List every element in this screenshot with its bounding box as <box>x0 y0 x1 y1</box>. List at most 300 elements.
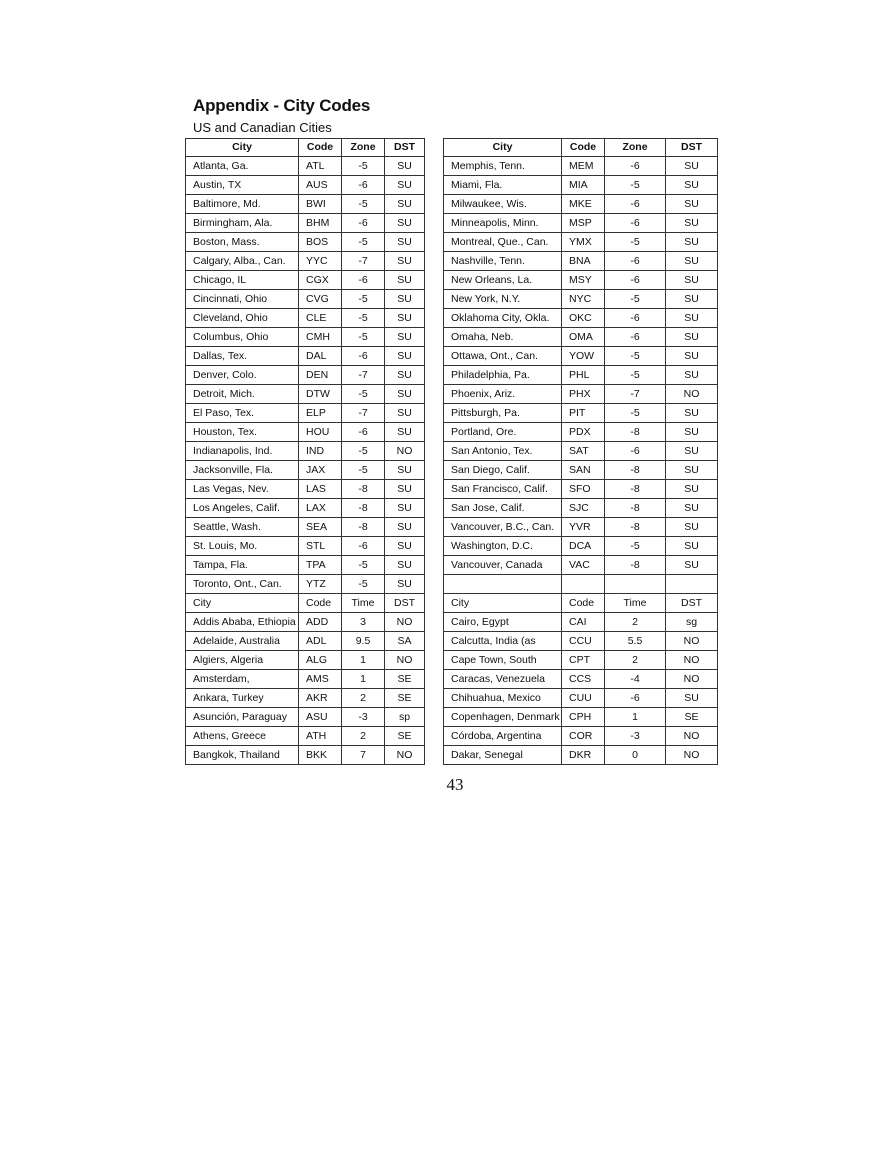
left-city-cell: Detroit, Mich. <box>186 385 299 404</box>
left-city-cell: Atlanta, Ga. <box>186 157 299 176</box>
left-code-cell: YTZ <box>299 575 342 594</box>
header-zone-right: Zone <box>605 139 666 157</box>
left-dst-cell: SU <box>385 271 425 290</box>
left-city-cell: El Paso, Tex. <box>186 404 299 423</box>
left-dst-cell: SE <box>385 727 425 746</box>
left-zone-cell: -5 <box>342 195 385 214</box>
right-dst-cell: SU <box>666 461 718 480</box>
right-city-cell: San Francisco, Calif. <box>444 480 562 499</box>
right-dst-cell: SU <box>666 689 718 708</box>
column-gap <box>425 290 444 309</box>
left-code-cell: DEN <box>299 366 342 385</box>
right-dst-cell: SU <box>666 157 718 176</box>
column-gap <box>425 499 444 518</box>
left-city-cell: Columbus, Ohio <box>186 328 299 347</box>
left-zone-cell: -5 <box>342 328 385 347</box>
left-code-cell: CVG <box>299 290 342 309</box>
page-subtitle: US and Canadian Cities <box>193 120 332 135</box>
left-zone-cell: 1 <box>342 651 385 670</box>
left-city-cell: City <box>186 594 299 613</box>
right-zone-cell: -5 <box>605 537 666 556</box>
right-dst-cell: SU <box>666 233 718 252</box>
right-code-cell: SJC <box>562 499 605 518</box>
left-code-cell: Code <box>299 594 342 613</box>
left-city-cell: Las Vegas, Nev. <box>186 480 299 499</box>
right-code-cell: SAT <box>562 442 605 461</box>
left-code-cell: AUS <box>299 176 342 195</box>
left-city-cell: Toronto, Ont., Can. <box>186 575 299 594</box>
table-row <box>186 746 718 765</box>
left-dst-cell: SU <box>385 385 425 404</box>
right-dst-cell: NO <box>666 670 718 689</box>
left-zone-cell: -3 <box>342 708 385 727</box>
left-city-cell: Dallas, Tex. <box>186 347 299 366</box>
left-code-cell: BKK <box>299 746 342 765</box>
right-city-cell: Washington, D.C. <box>444 537 562 556</box>
column-gap <box>425 157 444 176</box>
right-city-cell: City <box>444 594 562 613</box>
right-code-cell: MKE <box>562 195 605 214</box>
left-code-cell: ATL <box>299 157 342 176</box>
right-zone-cell: -5 <box>605 176 666 195</box>
right-dst-cell <box>666 575 718 594</box>
left-dst-cell: SA <box>385 632 425 651</box>
right-zone-cell: -6 <box>605 309 666 328</box>
column-gap <box>425 214 444 233</box>
left-zone-cell: -6 <box>342 271 385 290</box>
right-city-cell: Chihuahua, Mexico <box>444 689 562 708</box>
right-dst-cell: SU <box>666 366 718 385</box>
left-city-cell: Baltimore, Md. <box>186 195 299 214</box>
left-code-cell: ELP <box>299 404 342 423</box>
right-zone-cell: Time <box>605 594 666 613</box>
column-gap <box>425 727 444 746</box>
right-code-cell: CPT <box>562 651 605 670</box>
left-dst-cell: SU <box>385 366 425 385</box>
left-zone-cell: -5 <box>342 157 385 176</box>
column-gap <box>425 404 444 423</box>
column-gap <box>425 708 444 727</box>
left-zone-cell: -5 <box>342 575 385 594</box>
right-zone-cell: 5.5 <box>605 632 666 651</box>
right-city-cell: Ottawa, Ont., Can. <box>444 347 562 366</box>
right-dst-cell: SU <box>666 442 718 461</box>
left-code-cell: HOU <box>299 423 342 442</box>
table-row <box>186 385 718 404</box>
left-dst-cell: SU <box>385 309 425 328</box>
left-code-cell: TPA <box>299 556 342 575</box>
left-city-cell: Athens, Greece <box>186 727 299 746</box>
left-zone-cell: -5 <box>342 309 385 328</box>
left-code-cell: ASU <box>299 708 342 727</box>
left-dst-cell: SU <box>385 214 425 233</box>
left-dst-cell: SU <box>385 556 425 575</box>
right-city-cell: Caracas, Venezuela <box>444 670 562 689</box>
left-zone-cell: -5 <box>342 233 385 252</box>
right-code-cell: YOW <box>562 347 605 366</box>
left-city-cell: Amsterdam, <box>186 670 299 689</box>
left-zone-cell: -6 <box>342 214 385 233</box>
right-code-cell: YVR <box>562 518 605 537</box>
left-dst-cell: NO <box>385 651 425 670</box>
right-city-cell: Portland, Ore. <box>444 423 562 442</box>
left-code-cell: CLE <box>299 309 342 328</box>
header-dst-left: DST <box>385 139 425 157</box>
left-code-cell: STL <box>299 537 342 556</box>
left-zone-cell: -5 <box>342 290 385 309</box>
left-zone-cell: -8 <box>342 518 385 537</box>
column-gap <box>425 309 444 328</box>
right-code-cell: SFO <box>562 480 605 499</box>
right-city-cell: New York, N.Y. <box>444 290 562 309</box>
right-dst-cell: SU <box>666 271 718 290</box>
left-zone-cell: -8 <box>342 499 385 518</box>
column-gap <box>425 233 444 252</box>
right-city-cell: Phoenix, Ariz. <box>444 385 562 404</box>
right-dst-cell: SE <box>666 708 718 727</box>
right-zone-cell: -3 <box>605 727 666 746</box>
right-dst-cell: SU <box>666 214 718 233</box>
table-row <box>186 347 718 366</box>
right-zone-cell: -5 <box>605 233 666 252</box>
left-dst-cell: SU <box>385 461 425 480</box>
column-gap <box>425 537 444 556</box>
right-zone-cell: -5 <box>605 347 666 366</box>
left-zone-cell: 7 <box>342 746 385 765</box>
left-dst-cell: SU <box>385 480 425 499</box>
column-gap <box>425 442 444 461</box>
right-zone-cell: -8 <box>605 518 666 537</box>
table-row <box>186 252 718 271</box>
right-city-cell: Cape Town, South <box>444 651 562 670</box>
left-dst-cell: SU <box>385 290 425 309</box>
right-code-cell: BNA <box>562 252 605 271</box>
right-city-cell: Calcutta, India (as <box>444 632 562 651</box>
right-zone-cell: -5 <box>605 366 666 385</box>
right-city-cell: Cairo, Egypt <box>444 613 562 632</box>
table-row <box>186 157 718 176</box>
left-code-cell: CMH <box>299 328 342 347</box>
page-title: Appendix - City Codes <box>193 96 371 115</box>
right-zone-cell: -6 <box>605 214 666 233</box>
column-gap <box>425 670 444 689</box>
left-zone-cell: 2 <box>342 727 385 746</box>
right-code-cell: CCU <box>562 632 605 651</box>
right-city-cell: Philadelphia, Pa. <box>444 366 562 385</box>
left-city-cell: Denver, Colo. <box>186 366 299 385</box>
left-city-cell: Seattle, Wash. <box>186 518 299 537</box>
right-code-cell: DKR <box>562 746 605 765</box>
right-zone-cell: -6 <box>605 442 666 461</box>
right-code-cell: Code <box>562 594 605 613</box>
right-dst-cell: NO <box>666 385 718 404</box>
right-code-cell: MSY <box>562 271 605 290</box>
table-row <box>186 632 718 651</box>
left-code-cell: ALG <box>299 651 342 670</box>
right-dst-cell: SU <box>666 423 718 442</box>
left-dst-cell: NO <box>385 613 425 632</box>
right-code-cell: OKC <box>562 309 605 328</box>
left-city-cell: Chicago, IL <box>186 271 299 290</box>
column-gap <box>425 461 444 480</box>
left-zone-cell: -5 <box>342 385 385 404</box>
left-code-cell: LAX <box>299 499 342 518</box>
right-city-cell: Vancouver, B.C., Can. <box>444 518 562 537</box>
column-gap <box>425 195 444 214</box>
left-code-cell: BWI <box>299 195 342 214</box>
right-zone-cell: -8 <box>605 499 666 518</box>
column-gap <box>425 366 444 385</box>
table-row <box>186 727 718 746</box>
column-gap <box>425 176 444 195</box>
right-city-cell: Dakar, Senegal <box>444 746 562 765</box>
column-gap <box>425 385 444 404</box>
right-city-cell: Oklahoma City, Okla. <box>444 309 562 328</box>
right-zone-cell: 2 <box>605 613 666 632</box>
column-gap <box>425 556 444 575</box>
left-dst-cell: SU <box>385 233 425 252</box>
left-city-cell: Algiers, Algeria <box>186 651 299 670</box>
column-gap <box>425 651 444 670</box>
right-code-cell: COR <box>562 727 605 746</box>
right-code-cell <box>562 575 605 594</box>
table-row <box>186 290 718 309</box>
left-city-cell: Cincinnati, Ohio <box>186 290 299 309</box>
right-dst-cell: SU <box>666 252 718 271</box>
table-row <box>186 195 718 214</box>
left-code-cell: DTW <box>299 385 342 404</box>
right-dst-cell: SU <box>666 404 718 423</box>
left-zone-cell: -5 <box>342 556 385 575</box>
right-code-cell: VAC <box>562 556 605 575</box>
left-zone-cell: 2 <box>342 689 385 708</box>
column-gap <box>425 423 444 442</box>
right-city-cell: Omaha, Neb. <box>444 328 562 347</box>
left-zone-cell: -6 <box>342 537 385 556</box>
left-code-cell: JAX <box>299 461 342 480</box>
right-zone-cell: -5 <box>605 404 666 423</box>
column-gap <box>425 575 444 594</box>
table-row <box>186 176 718 195</box>
right-code-cell: PHX <box>562 385 605 404</box>
left-dst-cell: SU <box>385 423 425 442</box>
column-gap <box>425 594 444 613</box>
table-row <box>186 366 718 385</box>
column-gap <box>425 613 444 632</box>
right-zone-cell: -4 <box>605 670 666 689</box>
right-dst-cell: sg <box>666 613 718 632</box>
table-row <box>186 461 718 480</box>
right-city-cell: Milwaukee, Wis. <box>444 195 562 214</box>
right-city-cell <box>444 575 562 594</box>
column-gap <box>425 271 444 290</box>
right-dst-cell: NO <box>666 632 718 651</box>
right-code-cell: PHL <box>562 366 605 385</box>
left-city-cell: Addis Ababa, Ethiopia <box>186 613 299 632</box>
left-dst-cell: SU <box>385 176 425 195</box>
left-zone-cell: -8 <box>342 480 385 499</box>
right-zone-cell: -6 <box>605 157 666 176</box>
column-gap <box>425 328 444 347</box>
left-city-cell: Birmingham, Ala. <box>186 214 299 233</box>
right-city-cell: Córdoba, Argentina <box>444 727 562 746</box>
right-dst-cell: DST <box>666 594 718 613</box>
left-dst-cell: sp <box>385 708 425 727</box>
right-city-cell: Copenhagen, Denmark <box>444 708 562 727</box>
right-zone-cell: 1 <box>605 708 666 727</box>
left-zone-cell: 1 <box>342 670 385 689</box>
right-dst-cell: SU <box>666 499 718 518</box>
left-dst-cell: SU <box>385 518 425 537</box>
table-row <box>186 214 718 233</box>
right-dst-cell: SU <box>666 328 718 347</box>
right-code-cell: PIT <box>562 404 605 423</box>
right-zone-cell: -6 <box>605 271 666 290</box>
right-code-cell: NYC <box>562 290 605 309</box>
left-dst-cell: SU <box>385 252 425 271</box>
table-row <box>186 613 718 632</box>
left-zone-cell: -7 <box>342 252 385 271</box>
column-gap <box>425 480 444 499</box>
right-dst-cell: SU <box>666 556 718 575</box>
column-gap <box>425 518 444 537</box>
header-city-left: City <box>186 139 299 157</box>
city-codes-table <box>185 138 718 765</box>
left-city-cell: Tampa, Fla. <box>186 556 299 575</box>
left-city-cell: Jacksonville, Fla. <box>186 461 299 480</box>
right-dst-cell: SU <box>666 518 718 537</box>
right-dst-cell: SU <box>666 290 718 309</box>
table-row <box>186 442 718 461</box>
right-zone-cell: -8 <box>605 423 666 442</box>
left-zone-cell: -7 <box>342 404 385 423</box>
left-dst-cell: SU <box>385 537 425 556</box>
table-row <box>186 708 718 727</box>
right-dst-cell: SU <box>666 176 718 195</box>
right-city-cell: San Diego, Calif. <box>444 461 562 480</box>
table-row <box>186 594 718 613</box>
table-row <box>186 309 718 328</box>
right-city-cell: San Antonio, Tex. <box>444 442 562 461</box>
table-row <box>186 689 718 708</box>
left-code-cell: YYC <box>299 252 342 271</box>
table-row <box>186 328 718 347</box>
left-city-cell: Cleveland, Ohio <box>186 309 299 328</box>
left-dst-cell: SU <box>385 195 425 214</box>
left-city-cell: Calgary, Alba., Can. <box>186 252 299 271</box>
right-city-cell: Nashville, Tenn. <box>444 252 562 271</box>
right-city-cell: Montreal, Que., Can. <box>444 233 562 252</box>
right-zone-cell: -8 <box>605 480 666 499</box>
left-dst-cell: SU <box>385 347 425 366</box>
right-city-cell: Miami, Fla. <box>444 176 562 195</box>
right-dst-cell: SU <box>666 537 718 556</box>
right-code-cell: MEM <box>562 157 605 176</box>
left-zone-cell: 3 <box>342 613 385 632</box>
right-code-cell: DCA <box>562 537 605 556</box>
left-city-cell: Austin, TX <box>186 176 299 195</box>
right-dst-cell: NO <box>666 651 718 670</box>
left-zone-cell: -6 <box>342 423 385 442</box>
column-gap <box>425 139 444 157</box>
table-header-row <box>186 139 718 157</box>
left-city-cell: Adelaide, Australia <box>186 632 299 651</box>
right-zone-cell: -5 <box>605 290 666 309</box>
left-city-cell: Los Angeles, Calif. <box>186 499 299 518</box>
left-city-cell: Asunción, Paraguay <box>186 708 299 727</box>
left-city-cell: Ankara, Turkey <box>186 689 299 708</box>
left-dst-cell: NO <box>385 442 425 461</box>
left-code-cell: LAS <box>299 480 342 499</box>
right-code-cell: CPH <box>562 708 605 727</box>
right-zone-cell: -6 <box>605 252 666 271</box>
right-city-cell: San Jose, Calif. <box>444 499 562 518</box>
header-zone-left: Zone <box>342 139 385 157</box>
right-dst-cell: NO <box>666 746 718 765</box>
left-zone-cell: -5 <box>342 442 385 461</box>
left-code-cell: BOS <box>299 233 342 252</box>
left-dst-cell: SU <box>385 575 425 594</box>
table-row <box>186 537 718 556</box>
right-city-cell: New Orleans, La. <box>444 271 562 290</box>
table-row <box>186 233 718 252</box>
right-city-cell: Minneapolis, Minn. <box>444 214 562 233</box>
left-city-cell: Indianapolis, Ind. <box>186 442 299 461</box>
left-code-cell: BHM <box>299 214 342 233</box>
table-row <box>186 670 718 689</box>
left-zone-cell: -7 <box>342 366 385 385</box>
left-dst-cell: SU <box>385 328 425 347</box>
right-city-cell: Vancouver, Canada <box>444 556 562 575</box>
header-code-right: Code <box>562 139 605 157</box>
right-zone-cell: -8 <box>605 461 666 480</box>
right-zone-cell: -6 <box>605 328 666 347</box>
left-code-cell: SEA <box>299 518 342 537</box>
right-code-cell: MSP <box>562 214 605 233</box>
right-code-cell: CUU <box>562 689 605 708</box>
left-zone-cell: -6 <box>342 347 385 366</box>
right-zone-cell: -6 <box>605 195 666 214</box>
column-gap <box>425 252 444 271</box>
left-dst-cell: SE <box>385 670 425 689</box>
left-code-cell: IND <box>299 442 342 461</box>
table-row <box>186 271 718 290</box>
table-row <box>186 556 718 575</box>
left-city-cell: St. Louis, Mo. <box>186 537 299 556</box>
left-zone-cell: 9.5 <box>342 632 385 651</box>
right-zone-cell: 2 <box>605 651 666 670</box>
right-code-cell: CCS <box>562 670 605 689</box>
left-city-cell: Boston, Mass. <box>186 233 299 252</box>
table-row <box>186 651 718 670</box>
table-row <box>186 518 718 537</box>
left-code-cell: ADL <box>299 632 342 651</box>
right-dst-cell: SU <box>666 195 718 214</box>
right-code-cell: YMX <box>562 233 605 252</box>
header-city-right: City <box>444 139 562 157</box>
left-code-cell: ADD <box>299 613 342 632</box>
right-dst-cell: SU <box>666 347 718 366</box>
left-zone-cell: Time <box>342 594 385 613</box>
table-row <box>186 404 718 423</box>
right-code-cell: SAN <box>562 461 605 480</box>
left-code-cell: DAL <box>299 347 342 366</box>
right-zone-cell: -7 <box>605 385 666 404</box>
left-dst-cell: SE <box>385 689 425 708</box>
right-dst-cell: NO <box>666 727 718 746</box>
right-dst-cell: SU <box>666 480 718 499</box>
left-dst-cell: SU <box>385 499 425 518</box>
